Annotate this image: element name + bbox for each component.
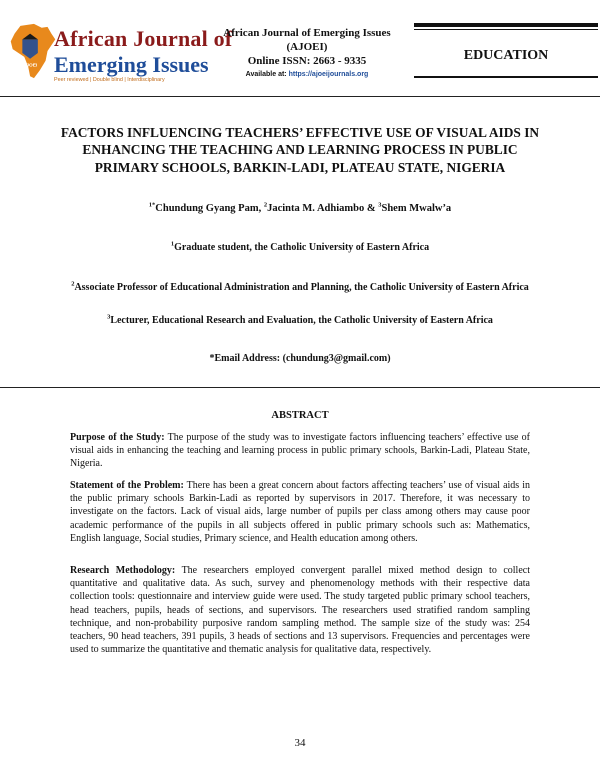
page-number: 34 [294, 737, 306, 749]
svg-text:AJOEI: AJOEI [22, 63, 38, 69]
author-2: Jacinta M. Adhiambo & [267, 203, 379, 214]
author-1: Chundung Gyang Pam, [155, 203, 264, 214]
abstract-purpose [70, 431, 530, 471]
author-3-sup: 3 [378, 201, 382, 209]
header-rule-thick [414, 23, 598, 27]
affiliation-2 [40, 281, 560, 295]
journal-issn: Online ISSN: 2663 - 9335 [247, 55, 367, 67]
header-rule-thin [414, 29, 598, 30]
section-rule [414, 76, 598, 78]
logo-tagline: Peer reviewed | Double blind | Interdisciplinary [54, 77, 165, 83]
corresponding-email: *Email Address: (chundung3@gmail.com) [209, 353, 391, 364]
available-label: Available at: [245, 71, 287, 78]
affiliation-1-text: Graduate student, the Catholic University of Eastern Africa [174, 242, 430, 253]
abstract-problem-label: Statement of the Problem: [70, 480, 184, 491]
journal-availability [207, 68, 407, 82]
affiliation-3-sup: 3 [107, 313, 111, 321]
journal-url-link[interactable]: https://ajoeijournals.org [288, 71, 369, 78]
abstract-methodology [70, 564, 530, 656]
abstract-methodology-text: The researchers employed convergent parallel mixed method design to collect quantitative and qualitative data. As such, survey and phenomenology methods with their respective data collection tools: questionnaire and interview guide were used. The study targeted public primary school teachers, head teachers, pupils, heads of sections, and supervisors. The researchers used stratified random sampling technique, and non-probability purposive random sampling method. The sample size of the study was: 254 teachers, 90 head teachers, 391 pupils, 3 heads of sections and 13 supervisors. Frequencies and percentages were used to summarize the quantitative and thematic analysis for qualitative data, respectively. [70, 565, 530, 656]
journal-name: African Journal of Emerging Issues [223, 27, 391, 39]
affiliation-3 [40, 314, 560, 328]
affiliation-3-text: Lecturer, Educational Research and Evaluation, the Catholic University of Eastern Africa [110, 315, 493, 326]
africa-map-icon [8, 22, 58, 82]
author-2-sup: 2 [263, 201, 268, 209]
affiliation-2-sup: 2 [71, 280, 75, 288]
journal-logo [8, 20, 233, 90]
logo-title-line1: African Journal of [54, 26, 233, 51]
abstract-heading: ABSTRACT [271, 410, 329, 421]
abstract-problem [70, 479, 530, 545]
section-label: EDUCATION [463, 48, 549, 63]
header-divider [0, 96, 600, 97]
journal-info [207, 26, 407, 82]
affiliation-2-text: Associate Professor of Educational Administration and Planning, the Catholic University of Eastern Africa [74, 282, 529, 293]
affiliation-1 [40, 241, 560, 255]
title-divider [0, 387, 600, 388]
abstract-purpose-label: Purpose of the Study: [70, 432, 165, 443]
author-1-sup: 1* [148, 201, 156, 209]
abstract-problem-text: There has been a great concern about factors affecting teachers’ use of visual aids in the public primary schools Barkin-Ladi as reported by supervisors in 2017. Therefore, it was necessary to investigate on the factors. Lack of visual aids, large number of pupils per class among others may cause poor academic performance of the pupils in all subjects offered in public primary schools such as: Mathematics, English language, Social studies, Primary science, and Health education among others. [70, 480, 530, 544]
abstract-methodology-label: Research Methodology: [70, 565, 176, 576]
journal-abbrev: (AJOEI) [286, 41, 328, 53]
logo-title-line2: Emerging Issues [54, 52, 209, 77]
article-title: FACTORS INFLUENCING TEACHERS’ EFFECTIVE USE OF VISUAL AIDS IN ENHANCING THE TEACHING AND LEARNING PROCESS IN PUBLIC PRIMARY SCHOOLS, BARKIN-LADI, PLATEAU STATE, NIGERIA [60, 125, 540, 175]
author-list [40, 203, 560, 214]
affiliation-1-sup: 1 [170, 240, 175, 248]
author-3: Shem Mwalw’a [381, 203, 452, 214]
abstract-purpose-text: The purpose of the study was to investigate factors influencing teachers’ effective use of visual aids in enhancing the teaching and learning process in public primary schools, Barkin-Ladi, Plateau State, Nigeria. [70, 432, 530, 470]
